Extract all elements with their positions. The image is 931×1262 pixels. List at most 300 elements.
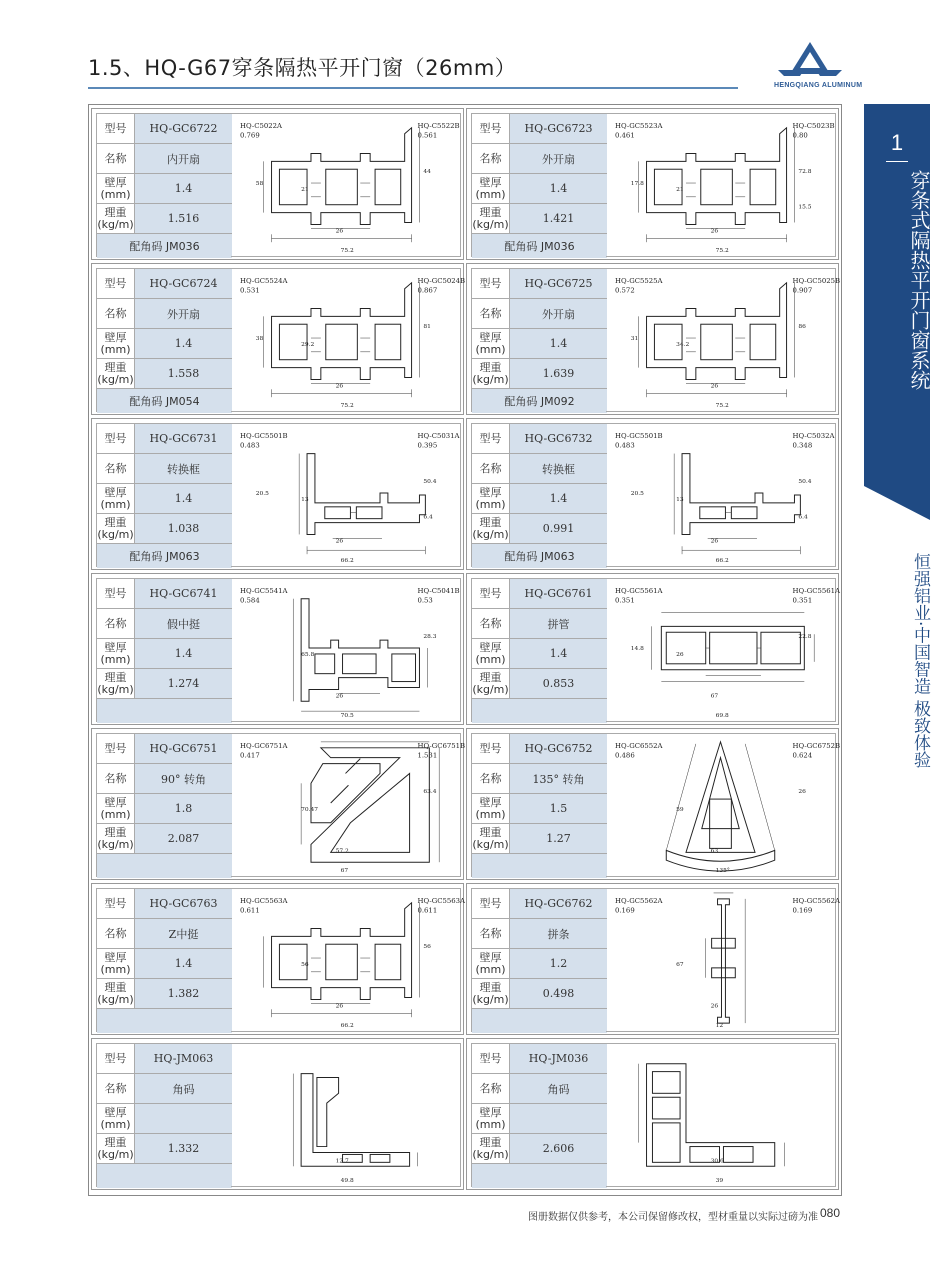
- name-row-value: 拼条: [510, 919, 607, 948]
- weight-row: [97, 824, 232, 854]
- part-b-weight: 0.561: [417, 131, 438, 140]
- corner-code: 配角码 JM092: [472, 389, 607, 413]
- model-row-value: HQ-GC6732: [510, 424, 607, 453]
- weight-row-value: 1.639: [510, 359, 607, 388]
- thickness-row-label: 壁厚(mm): [472, 484, 510, 513]
- name-row: [472, 144, 607, 174]
- part-b-code: HQ-C5032A: [792, 431, 835, 440]
- part-b-weight: 0.53: [417, 596, 433, 605]
- model-row-label: 型号: [472, 734, 510, 763]
- part-b-code: HQ-GC5563A: [417, 896, 466, 905]
- model-row: [97, 579, 232, 609]
- spec-table: [96, 423, 231, 567]
- profile-card: [91, 108, 464, 260]
- name-row-label: 名称: [472, 764, 510, 793]
- thickness-row-value: 1.2: [510, 949, 607, 978]
- model-row-label: 型号: [97, 1044, 135, 1073]
- logo-text: HENGQIANG ALUMINUM: [774, 82, 863, 89]
- model-row-label: 型号: [472, 269, 510, 298]
- part-b-code: HQ-C5023B: [792, 121, 835, 130]
- profile-card: [466, 418, 839, 570]
- thickness-row: [97, 484, 232, 514]
- name-row: [97, 454, 232, 484]
- model-row-value: HQ-GC6725: [510, 269, 607, 298]
- part-a-weight: 0.483: [239, 441, 260, 450]
- dimension-label: 28.3: [423, 634, 437, 641]
- weight-row: [472, 514, 607, 544]
- part-b-code: HQ-C5522B: [417, 121, 460, 130]
- name-row-label: 名称: [472, 299, 510, 328]
- part-b-weight: 0.611: [417, 906, 438, 915]
- thickness-row: [97, 174, 232, 204]
- weight-row: [472, 979, 607, 1009]
- dimension-label: 58: [255, 181, 264, 187]
- profile-card: [91, 573, 464, 725]
- dimension-label: 6.4: [798, 514, 808, 521]
- name-row-label: 名称: [97, 609, 135, 638]
- thickness-row-label: 壁厚(mm): [472, 329, 510, 358]
- weight-row-label: 理重(kg/m): [97, 359, 135, 388]
- dimension-label: 30.6: [710, 1158, 724, 1165]
- dimension-label: 12: [715, 1023, 724, 1030]
- dimension-label: 22.8: [798, 634, 812, 641]
- dimension-label: 12.7: [335, 1158, 349, 1165]
- weight-row: [472, 824, 607, 854]
- part-b-weight: 0.395: [417, 441, 438, 450]
- model-row: [97, 424, 232, 454]
- part-a-weight: 0.584: [239, 596, 260, 605]
- dimension-label: 21: [301, 186, 309, 193]
- name-row: [472, 764, 607, 794]
- dimension-label: 69.8: [715, 713, 729, 720]
- model-row-value: HQ-GC6722: [135, 114, 232, 143]
- profile-shape: [661, 626, 804, 669]
- dimension-label: 86: [798, 324, 806, 331]
- weight-row-label: 理重(kg/m): [97, 824, 135, 853]
- thickness-row-label: 壁厚(mm): [472, 639, 510, 668]
- profile-drawing: [606, 113, 836, 257]
- thickness-row-value: 1.5: [510, 794, 607, 823]
- model-row: [472, 114, 607, 144]
- profile-shape: [307, 454, 425, 535]
- dimension-label: 26: [710, 228, 719, 235]
- thickness-row-label: 壁厚(mm): [97, 1104, 135, 1133]
- dimension-label: 63.4: [423, 789, 437, 796]
- model-row-value: HQ-JM036: [510, 1044, 607, 1073]
- part-a-weight: 0.169: [614, 906, 635, 915]
- weight-row-label: 理重(kg/m): [472, 359, 510, 388]
- model-row: [472, 889, 607, 919]
- dimension-label: 65.8: [301, 651, 315, 658]
- dimension-label: 38: [255, 336, 264, 342]
- model-row-label: 型号: [97, 579, 135, 608]
- corner-code: [472, 699, 607, 723]
- profile-drawing: [606, 888, 841, 1032]
- profile-shape: [647, 128, 787, 225]
- weight-row-value: 0.853: [510, 669, 607, 698]
- name-row: [472, 919, 607, 949]
- weight-row: [472, 204, 607, 234]
- dimension-label: 26: [710, 1003, 719, 1010]
- spec-table: [96, 268, 231, 412]
- dimension-label: 13: [301, 496, 309, 503]
- dimension-label: 72.8: [798, 169, 812, 176]
- name-row: [97, 144, 232, 174]
- weight-row-label: 理重(kg/m): [97, 1134, 135, 1163]
- thickness-row-value: 1.8: [135, 794, 232, 823]
- dimension-label: 50.4: [798, 479, 812, 486]
- name-row-value: Z中挺: [135, 919, 232, 948]
- thickness-row: [97, 794, 232, 824]
- dimension-label: 70.5: [340, 713, 354, 720]
- corner-code: [472, 854, 607, 878]
- name-row-label: 名称: [97, 764, 135, 793]
- part-a-code: HQ-GC5523A: [614, 121, 663, 130]
- part-b-weight: 0.348: [792, 441, 813, 450]
- weight-row-label: 理重(kg/m): [472, 824, 510, 853]
- profile-card: [91, 263, 464, 415]
- part-a-code: HQ-GC6552A: [614, 741, 663, 750]
- part-b-code: HQ-GC5561A: [792, 586, 841, 595]
- dimension-label: 56: [301, 961, 309, 968]
- weight-row-label: 理重(kg/m): [97, 669, 135, 698]
- thickness-row-value: [510, 1104, 607, 1133]
- model-row-value: HQ-GC6761: [510, 579, 607, 608]
- weight-row-value: 2.606: [510, 1134, 607, 1163]
- thickness-row-label: 壁厚(mm): [472, 1104, 510, 1133]
- profile-card: [466, 883, 839, 1035]
- weight-row-value: 2.087: [135, 824, 232, 853]
- weight-row-value: 1.274: [135, 669, 232, 698]
- profile-drawing: [606, 578, 841, 722]
- model-row-label: 型号: [472, 889, 510, 918]
- dimension-label: 15.5: [798, 204, 812, 211]
- profile-drawing: [606, 733, 841, 877]
- part-a-code: HQ-GC5525A: [614, 276, 663, 285]
- thickness-row-label: 壁厚(mm): [97, 794, 135, 823]
- dimension-label: 56: [423, 944, 431, 951]
- dimension-label: 75.2: [340, 403, 354, 410]
- profile-shape: [311, 748, 429, 862]
- model-row-value: HQ-GC6763: [135, 889, 232, 918]
- spec-table: [471, 733, 606, 877]
- part-b-weight: 1.531: [417, 751, 438, 760]
- model-row: [97, 889, 232, 919]
- spec-table: [471, 423, 606, 567]
- part-a-weight: 0.351: [614, 596, 635, 605]
- chapter-rule: [886, 161, 908, 162]
- thickness-row: [472, 639, 607, 669]
- thickness-row-label: 壁厚(mm): [97, 329, 135, 358]
- page-title: 1.5、HQ-G67穿条隔热平开门窗（26mm）: [88, 56, 517, 80]
- name-row-value: 拼管: [510, 609, 607, 638]
- thickness-row-value: 1.4: [510, 174, 607, 203]
- chapter-title: 穿条式隔热平开门窗系统: [907, 170, 931, 390]
- dimension-label: 20.5: [630, 491, 644, 497]
- profile-drawing: [606, 1043, 836, 1187]
- thickness-row: [97, 639, 232, 669]
- weight-row: [472, 669, 607, 699]
- weight-row-label: 理重(kg/m): [97, 204, 135, 233]
- profile-card: [466, 573, 839, 725]
- profile-drawing: [231, 733, 466, 877]
- weight-row-value: 0.498: [510, 979, 607, 1008]
- profile-card: [466, 108, 839, 260]
- model-row-value: HQ-GC6724: [135, 269, 232, 298]
- dimension-label: 59: [676, 806, 684, 813]
- profile-drawing: [606, 268, 841, 412]
- dimension-label: 67: [710, 693, 719, 700]
- model-row-label: 型号: [472, 114, 510, 143]
- model-row-value: HQ-JM063: [135, 1044, 232, 1073]
- part-b-code: HQ-GC5025B: [792, 276, 841, 285]
- name-row-value: 外开扇: [510, 144, 607, 173]
- part-a-weight: 0.572: [614, 286, 635, 295]
- weight-row: [97, 979, 232, 1009]
- corner-code: 配角码 JM063: [472, 544, 607, 568]
- profile-card: [91, 418, 464, 570]
- profile-drawing: [231, 578, 461, 722]
- dimension-label: 26: [335, 538, 344, 545]
- name-row: [472, 1074, 607, 1104]
- part-b-code: HQ-C5031A: [417, 431, 460, 440]
- weight-row-value: 1.27: [510, 824, 607, 853]
- spec-table: [96, 888, 231, 1032]
- footer-note: 图册数据仅供参考，本公司保留修改权，型材重量以实际过磅为准: [528, 1212, 818, 1223]
- thickness-row-label: 壁厚(mm): [97, 174, 135, 203]
- thickness-row: [472, 484, 607, 514]
- dimension-label: 6.4: [423, 514, 433, 521]
- profile-drawing: [231, 888, 466, 1032]
- thickness-row-value: 1.4: [510, 329, 607, 358]
- weight-row: [97, 669, 232, 699]
- thickness-row-label: 壁厚(mm): [472, 949, 510, 978]
- model-row: [97, 734, 232, 764]
- profile-drawing: [231, 1043, 461, 1187]
- model-row: [97, 114, 232, 144]
- name-row-value: 角码: [510, 1074, 607, 1103]
- corner-code: [97, 699, 232, 723]
- weight-row: [97, 204, 232, 234]
- thickness-row-value: 1.4: [135, 639, 232, 668]
- dimension-label: 44: [423, 169, 431, 176]
- dimension-label: 135°: [715, 868, 730, 875]
- profile-shape: [301, 1074, 409, 1167]
- dimension-label: 67: [676, 961, 684, 968]
- dimension-label: 70.47: [301, 806, 319, 813]
- weight-row-value: 1.382: [135, 979, 232, 1008]
- name-row-value: 假中挺: [135, 609, 232, 638]
- weight-row-value: 1.516: [135, 204, 232, 233]
- thickness-row-value: [135, 1104, 232, 1133]
- weight-row-value: 1.558: [135, 359, 232, 388]
- model-row: [97, 1044, 232, 1074]
- weight-row: [97, 1134, 232, 1164]
- weight-row-value: 1.421: [510, 204, 607, 233]
- name-row-value: 90° 转角: [135, 764, 232, 793]
- spec-table: [471, 578, 606, 722]
- corner-code: 配角码 JM036: [472, 234, 607, 258]
- spec-table: [471, 1043, 606, 1187]
- part-b-code: HQ-GC6752B: [792, 741, 841, 750]
- dimension-label: 63: [710, 848, 719, 855]
- model-row-label: 型号: [97, 889, 135, 918]
- thickness-row-label: 壁厚(mm): [97, 484, 135, 513]
- dimension-label: 31: [630, 336, 639, 342]
- model-row: [472, 1044, 607, 1074]
- part-b-code: HQ-GC6751B: [417, 741, 466, 750]
- part-a-weight: 0.461: [614, 131, 635, 140]
- dimension-label: 75.2: [715, 248, 729, 255]
- profile-shape: [647, 1064, 775, 1167]
- part-b-weight: 0.867: [417, 286, 438, 295]
- dimension-label: 20.5: [255, 491, 269, 497]
- profile-shape: [647, 283, 787, 380]
- part-b-weight: 0.624: [792, 751, 813, 760]
- corner-code: [97, 1009, 232, 1033]
- dimension-label: 26: [335, 1003, 344, 1010]
- model-row: [472, 269, 607, 299]
- profile-card: [466, 1038, 839, 1190]
- name-row-label: 名称: [472, 454, 510, 483]
- dimension-label: 26: [335, 693, 344, 700]
- spec-table: [96, 113, 231, 257]
- corner-code: [472, 1164, 607, 1188]
- thickness-row-value: 1.4: [510, 484, 607, 513]
- name-row: [97, 1074, 232, 1104]
- weight-row-value: 1.038: [135, 514, 232, 543]
- profile-drawing: [606, 423, 836, 567]
- dimension-label: 26: [335, 383, 344, 390]
- name-row-label: 名称: [472, 919, 510, 948]
- thickness-row-label: 壁厚(mm): [472, 174, 510, 203]
- brand-slogan: 恒强铝业·中国智造 极致体验: [910, 552, 930, 768]
- thickness-row-value: 1.4: [135, 484, 232, 513]
- name-row: [472, 609, 607, 639]
- corner-code: [472, 1009, 607, 1033]
- model-row-value: HQ-GC6731: [135, 424, 232, 453]
- name-row-value: 外开扇: [135, 299, 232, 328]
- thickness-row: [97, 329, 232, 359]
- weight-row-label: 理重(kg/m): [97, 514, 135, 543]
- dimension-label: 75.2: [715, 403, 729, 410]
- part-a-weight: 0.417: [239, 751, 260, 760]
- part-a-weight: 0.483: [614, 441, 635, 450]
- model-row-label: 型号: [97, 734, 135, 763]
- dimension-label: 26: [710, 538, 719, 545]
- name-row-label: 名称: [97, 919, 135, 948]
- weight-row: [472, 1134, 607, 1164]
- part-b-code: HQ-GC5024B: [417, 276, 466, 285]
- name-row: [97, 919, 232, 949]
- part-a-code: HQ-GC5561A: [614, 586, 663, 595]
- name-row-label: 名称: [97, 454, 135, 483]
- page-number: 080: [820, 1206, 841, 1220]
- weight-row-label: 理重(kg/m): [472, 669, 510, 698]
- part-a-weight: 0.611: [239, 906, 260, 915]
- name-row-value: 角码: [135, 1074, 232, 1103]
- thickness-row: [97, 949, 232, 979]
- model-row: [472, 424, 607, 454]
- dimension-label: 81: [423, 324, 431, 331]
- part-a-code: HQ-C5022A: [239, 121, 283, 130]
- spec-table: [96, 578, 231, 722]
- dimension-label: 26: [798, 789, 806, 796]
- thickness-row-value: 1.4: [135, 174, 232, 203]
- thickness-row: [97, 1104, 232, 1134]
- profile-drawing: [231, 113, 461, 257]
- part-a-weight: 0.531: [239, 286, 260, 295]
- thickness-row-label: 壁厚(mm): [472, 794, 510, 823]
- dimension-label: 39: [715, 1178, 724, 1185]
- model-row: [97, 269, 232, 299]
- profile-shape: [682, 454, 800, 535]
- weight-row-value: 0.991: [510, 514, 607, 543]
- spec-table: [96, 1043, 231, 1187]
- weight-row: [472, 359, 607, 389]
- part-b-weight: 0.907: [792, 286, 813, 295]
- weight-row-label: 理重(kg/m): [472, 979, 510, 1008]
- weight-row-label: 理重(kg/m): [97, 979, 135, 1008]
- corner-code: 配角码 JM036: [97, 234, 232, 258]
- title-rule: [88, 87, 738, 89]
- dimension-label: 26: [710, 383, 719, 390]
- name-row: [97, 609, 232, 639]
- thickness-row: [472, 794, 607, 824]
- profile-drawing: [231, 423, 461, 567]
- thickness-row: [472, 1104, 607, 1134]
- model-row-label: 型号: [472, 1044, 510, 1073]
- dimension-label: 14.8: [630, 646, 644, 652]
- profile-card: [466, 263, 839, 415]
- model-row-value: HQ-GC6751: [135, 734, 232, 763]
- thickness-row-value: 1.4: [135, 949, 232, 978]
- name-row-label: 名称: [472, 1074, 510, 1103]
- dimension-label: 29.2: [301, 341, 315, 348]
- part-a-weight: 0.769: [239, 131, 260, 140]
- part-b-weight: 0.351: [792, 596, 813, 605]
- dimension-label: 26: [676, 651, 684, 658]
- dimension-label: 66.2: [715, 558, 729, 565]
- part-b-weight: 0.80: [792, 131, 808, 140]
- name-row-label: 名称: [472, 144, 510, 173]
- corner-code: 配角码 JM054: [97, 389, 232, 413]
- name-row-label: 名称: [97, 144, 135, 173]
- dimension-label: 66.2: [340, 1023, 354, 1030]
- thickness-row: [472, 949, 607, 979]
- model-row-label: 型号: [97, 114, 135, 143]
- spec-table: [471, 113, 606, 257]
- part-a-code: HQ-GC5501B: [239, 431, 288, 440]
- profile-card: [466, 728, 839, 880]
- name-row-label: 名称: [97, 1074, 135, 1103]
- dimension-label: 34.2: [676, 341, 690, 348]
- name-row-label: 名称: [472, 609, 510, 638]
- thickness-row: [472, 174, 607, 204]
- name-row-value: 转换框: [510, 454, 607, 483]
- weight-row-label: 理重(kg/m): [472, 1134, 510, 1163]
- thickness-row-value: 1.4: [510, 639, 607, 668]
- part-b-weight: 0.169: [792, 906, 813, 915]
- dimension-label: 13: [676, 496, 684, 503]
- dimension-label: 57.2: [335, 848, 349, 855]
- name-row: [97, 764, 232, 794]
- profile-card: [91, 1038, 464, 1190]
- thickness-row-label: 壁厚(mm): [97, 639, 135, 668]
- profile-shape: [301, 599, 419, 702]
- dimension-label: 67: [340, 868, 349, 875]
- weight-row-value: 1.332: [135, 1134, 232, 1163]
